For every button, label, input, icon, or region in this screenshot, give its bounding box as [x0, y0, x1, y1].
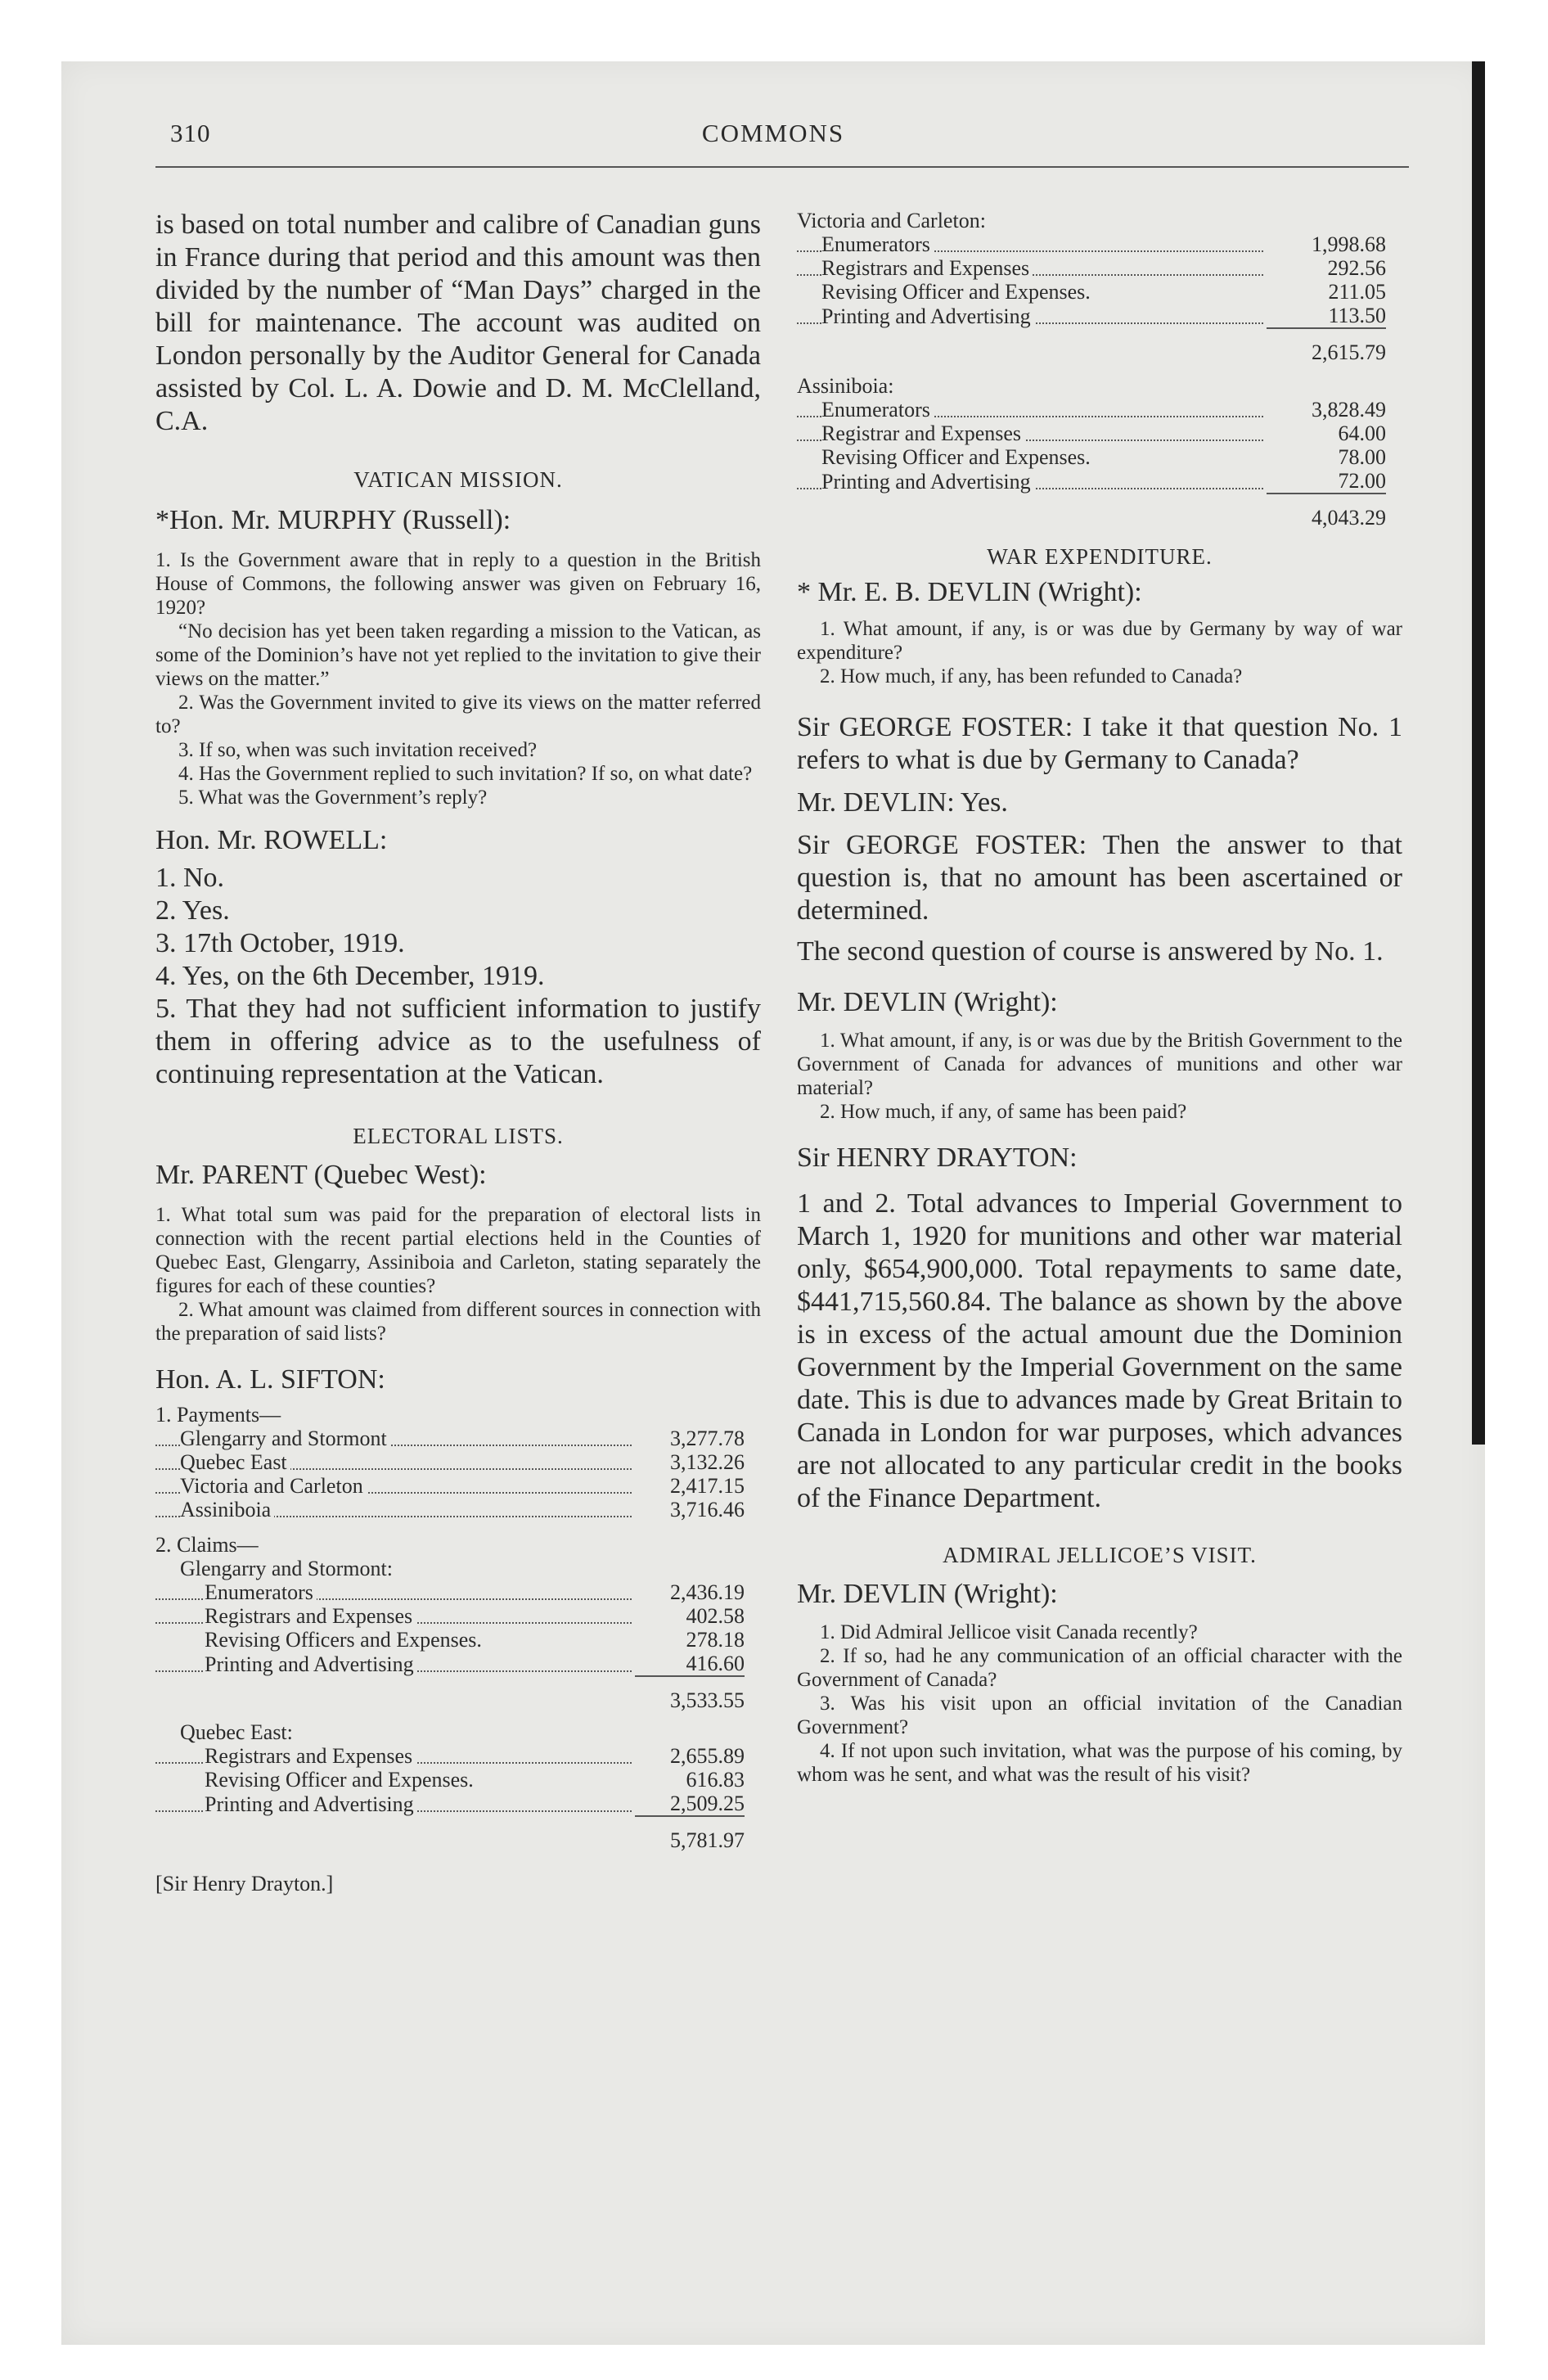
jellicoe-speaker: Mr. DEVLIN (Wright): — [797, 1579, 1058, 1609]
glengarry-label: Glengarry and Stormont: — [180, 1557, 393, 1580]
assiniboia-total-row — [797, 494, 1386, 530]
victoria-row-3: Printing and Advertising 113.50 — [797, 304, 1386, 328]
rowell-a1: 1. No. — [155, 863, 225, 893]
quebec-label: Quebec East: — [180, 1720, 293, 1744]
parent-speaker: Mr. PARENT (Quebec West): — [155, 1160, 487, 1190]
jellicoe-q3: 3. Was his visit upon an official invitation of the Canadian Government? — [797, 1693, 1402, 1738]
payments-label: 1. Payments— — [155, 1403, 281, 1427]
right-column — [797, 209, 1402, 1787]
devlin-yes: Mr. DEVLIN: Yes. — [797, 787, 1008, 818]
victoria-label: Victoria and Carleton: — [797, 209, 986, 232]
vatican-q3: 3. If so, when was such invitation received? — [178, 739, 538, 761]
left-column — [155, 209, 761, 1895]
assiniboia-row-3: Printing and Advertising 72.00 — [797, 469, 1386, 494]
glengarry-total: 3,533.55 — [635, 1676, 745, 1712]
scan-edge — [1472, 61, 1485, 1445]
header-rule — [155, 166, 1409, 168]
assiniboia-row-2: Revising Officer and Expenses. 78.00 — [821, 445, 1386, 469]
vatican-speaker: *Hon. Mr. MURPHY (Russell): — [155, 505, 511, 535]
rowell-speaker: Hon. Mr. ROWELL: — [155, 825, 388, 855]
victoria-assiniboia-table — [797, 209, 1386, 530]
war-heading: WAR EXPENDITURE. — [987, 544, 1213, 569]
quebec-row-2: Printing and Advertising 2,509.25 — [155, 1792, 745, 1816]
electoral-heading: ELECTORAL LISTS. — [353, 1124, 564, 1148]
victoria-total-row — [797, 328, 1386, 364]
drayton-answer: 1 and 2. Total advances to Imperial Government to March 1, 1920 for munitions and other war material only, $654,900,000. Total repayments to same date, $441,715,560.84. The balance as shown by the above is in excess of the actual amount due the Dominion Government by the Imperial Government on the same date. This is due to advances made by Great Britain to Canada in London for war purposes, which advances are not allocated to any particular credit in the books of the Finance Department. — [797, 1188, 1402, 1513]
war-q1: 1. What amount, if any, is or was due by Germany by way of war expenditure? — [797, 618, 1402, 664]
victoria-row-0: Enumerators 1,998.68 — [797, 232, 1386, 256]
rowell-a4: 4. Yes, on the 6th December, 1919. — [155, 961, 545, 991]
jellicoe-q4: 4. If not upon such invitation, what was the purpose of his coming, by whom was he sent, and what was the result of his visit? — [797, 1740, 1402, 1786]
drayton-speaker: Sir HENRY DRAYTON: — [797, 1143, 1078, 1173]
glengarry-total-row — [155, 1676, 745, 1712]
rowell-a3: 3. 17th October, 1919. — [155, 928, 405, 958]
payment-row-3: Assiniboia 3,716.46 — [155, 1498, 745, 1521]
glengarry-row-3: Printing and Advertising 416.60 — [155, 1652, 745, 1676]
victoria-row-1: Registrars and Expenses 292.56 — [797, 256, 1386, 280]
jellicoe-q2: 2. If so, had he any communication of an official character with the Government of Canada? — [797, 1645, 1402, 1691]
electoral-table — [155, 1403, 745, 1852]
devlin-speaker-2: Mr. DEVLIN (Wright): — [797, 987, 1058, 1017]
running-title: COMMONS — [701, 119, 845, 147]
war-q4: 2. How much, if any, of same has been paid? — [820, 1101, 1187, 1123]
glengarry-row-0: Enumerators 2,436.19 — [155, 1580, 745, 1604]
assiniboia-label: Assiniboia: — [797, 374, 894, 398]
quebec-total: 5,781.97 — [635, 1816, 745, 1852]
electoral-q1: 1. What total sum was paid for the preparation of electoral lists in connection with the recent partial elections held in the Counties of Quebec East, Glengarry, Assiniboia and Carleton, stating separately the figures for each of these counties? — [155, 1204, 761, 1297]
quebec-row-0: Registrars and Expenses 2,655.89 — [155, 1744, 745, 1768]
quebec-row-1: Revising Officer and Expenses. 616.83 — [205, 1768, 745, 1792]
jellicoe-heading: ADMIRAL JELLICOE’S VISIT. — [943, 1543, 1257, 1567]
second-question-note: The second question of course is answered by No. 1. — [797, 936, 1384, 967]
page-sheet — [61, 61, 1485, 2345]
quebec-total-row — [155, 1816, 745, 1852]
assiniboia-row-0: Enumerators 3,828.49 — [797, 398, 1386, 421]
vatican-q2: 2. Was the Government invited to give its views on the matter referred to? — [155, 692, 761, 737]
sifton-speaker: Hon. A. L. SIFTON: — [155, 1364, 385, 1395]
assiniboia-total: 4,043.29 — [1267, 494, 1386, 530]
footer-note: [Sir Henry Drayton.] — [155, 1872, 334, 1895]
rowell-a5: 5. That they had not sufficient information to justify them in offering advice as to the usefulness of continuing representation at the Vatican. — [155, 994, 761, 1089]
assiniboia-row-1: Registrar and Expenses 64.00 — [797, 421, 1386, 445]
vatican-heading: VATICAN MISSION. — [353, 467, 563, 492]
payment-row-2: Victoria and Carleton 2,417.15 — [155, 1474, 745, 1498]
jellicoe-q1: 1. Did Admiral Jellicoe visit Canada recently? — [820, 1621, 1198, 1643]
foster-statement-1: Sir GEORGE FOSTER: I take it that question No. 1 refers to what is due by Germany to Canada? — [797, 712, 1402, 775]
payment-row-0: Glengarry and Stormont 3,277.78 — [155, 1427, 745, 1450]
rowell-a2: 2. Yes. — [155, 895, 230, 926]
vatican-q1: 1. Is the Government aware that in reply to a question in the British House of Commons, the following answer was given on February 16, 1920? — [155, 549, 761, 619]
intro-paragraph: is based on total number and calibre of Canadian guns in France during that period and this amount was then divided by the number of “Man Days” charged in the bill for maintenance. The account was audited on London personally by the Auditor General for Canada assisted by Col. L. A. Dowie and D. M. McClelland, C.A. — [155, 210, 761, 436]
war-q3: 1. What amount, if any, is or was due by the British Government to the Government of Canada for advances of munitions and other war material? — [797, 1030, 1402, 1099]
war-q2: 2. How much, if any, has been refunded to Canada? — [820, 665, 1243, 687]
claims-label: 2. Claims— — [155, 1533, 259, 1557]
glengarry-row-1: Registrars and Expenses 402.58 — [155, 1604, 745, 1628]
victoria-total: 2,615.79 — [1267, 328, 1386, 364]
vatican-q5: 5. What was the Government’s reply? — [178, 787, 488, 809]
war-speaker: * Mr. E. B. DEVLIN (Wright): — [797, 577, 1142, 607]
foster-statement-2: Sir GEORGE FOSTER: Then the answer to that question is, that no amount has been ascertained or determined. — [797, 830, 1402, 926]
vatican-q1-quote: “No decision has yet been taken regarding a mission to the Vatican, as some of the Dominion’s have not yet replied to the invitation to give their views on the matter.” — [155, 620, 761, 690]
page-number: 310 — [170, 119, 211, 147]
victoria-row-2: Revising Officer and Expenses. 211.05 — [821, 280, 1386, 304]
vatican-q4: 4. Has the Government replied to such invitation? If so, on what date? — [178, 763, 753, 785]
glengarry-row-2: Revising Officers and Expenses. 278.18 — [205, 1628, 745, 1652]
payment-row-1: Quebec East 3,132.26 — [155, 1450, 745, 1474]
electoral-q2: 2. What amount was claimed from different sources in connection with the preparation of said lists? — [155, 1299, 761, 1345]
